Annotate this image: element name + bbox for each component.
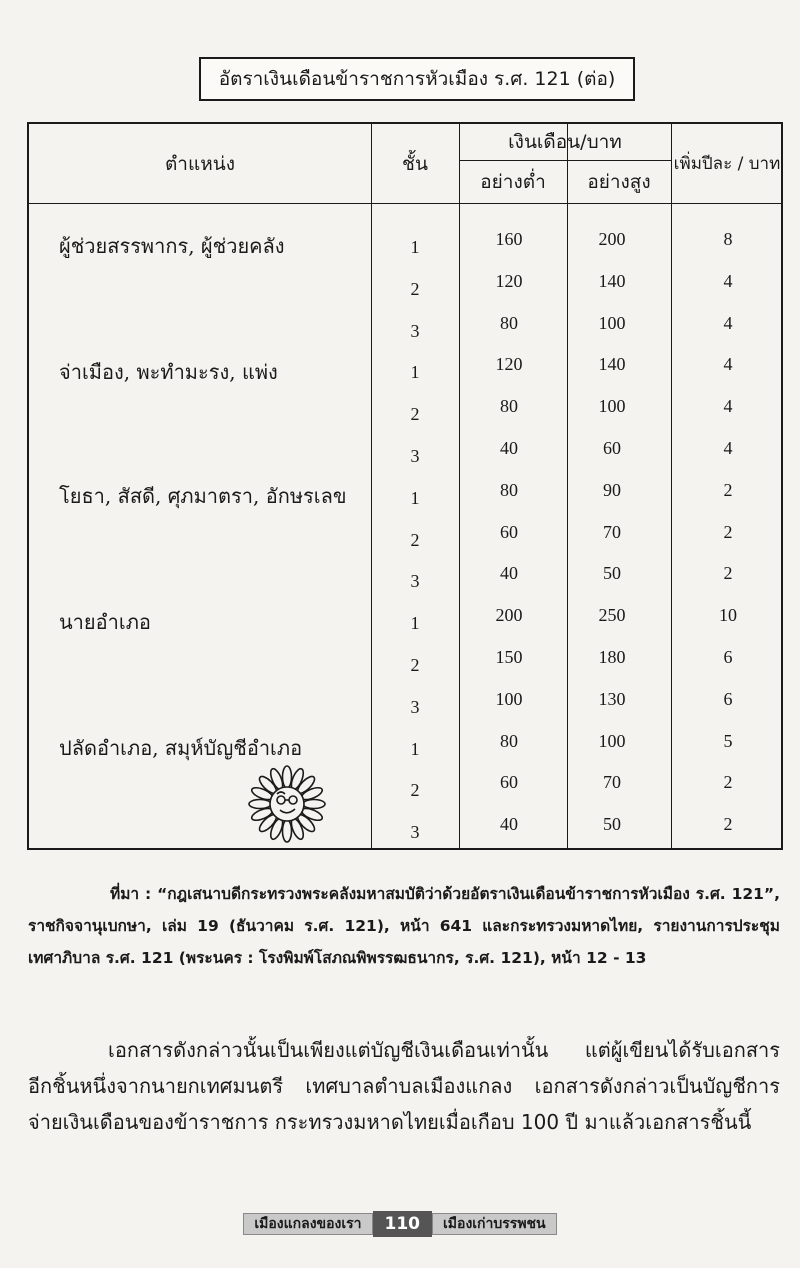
cell-inc: 2	[723, 772, 733, 793]
header-position: ตำแหน่ง	[164, 152, 236, 175]
cell-inc: 2	[723, 814, 733, 835]
cell-grade: 1	[410, 738, 420, 759]
cell-grade: 2	[410, 655, 420, 675]
header-min: อย่างต่ำ	[480, 170, 546, 193]
cell-max: 140	[598, 354, 626, 375]
cell-max: 100	[598, 730, 626, 751]
cell-max: 130	[598, 688, 626, 709]
sunflower-doodle	[245, 762, 329, 846]
cell-min: 80	[500, 312, 518, 333]
cell-min: 120	[495, 354, 523, 375]
cell-inc: 4	[723, 438, 733, 458]
cell-min: 150	[495, 647, 523, 667]
cell-min: 40	[500, 563, 518, 584]
table-title: อัตราเงินเดือนข้าราชการหัวเมือง ร.ศ. 121 (ต่อ)	[199, 57, 635, 101]
cell-inc: 4	[723, 396, 733, 417]
position-label: นายอำเภอ	[59, 610, 151, 634]
position-label: จ่าเมือง, พะทำมะรง, แพ่ง	[59, 360, 278, 384]
cell-grade: 3	[410, 571, 420, 592]
source-citation: ที่มา : “กฎเสนาบดีกระทรวงพระคลังมหาสมบัติว่าด้วยอัตราเงินเดือนข้าราชการหัวเมือง ร.ศ. 121”, ราชกิจจานุเบกษา, เล่ม 19 (ธันวาคม ร.ศ. 121), หน้า 641 และกระทรวงมหาดไทย, รายงานการประชุมเทศาภิบาล ร.ศ. 121 (พระนคร : โรงพิมพ์โสภณพิพรรฒธนากร, ร.ศ. 121), หน้า 12 - 13	[28, 885, 780, 967]
header-increase: เพิ่มปีละ / บาท	[673, 154, 781, 174]
cell-inc: 10	[719, 605, 737, 626]
cell-grade: 1	[410, 362, 420, 383]
cell-max: 50	[603, 563, 621, 584]
cell-grade: 1	[410, 613, 420, 634]
cell-max: 100	[598, 312, 626, 333]
cell-grade: 3	[410, 696, 420, 717]
body-paragraph: เอกสารดังกล่าวนั้นเป็นเพียงแต่บัญชีเงินเดือนเท่านั้น แต่ผู้เขียนได้รับเอกสาร อีกชิ้นหนึ่งจากนายกเทศมนตรี เทศบาลตำบลเมืองแกลง เอกสารดังกล่าวเป็นบัญชีการจ่ายเงินเดือนของข้าราชการ กระทรวงมหาดไทยเมื่อเกือบ 100 ปี มาแล้วเอกสารชิ้นนี้	[28, 1038, 780, 1134]
cell-min: 60	[500, 772, 518, 793]
cell-inc: 2	[723, 563, 733, 584]
cell-grade: 2	[410, 404, 420, 425]
cell-grade: 1	[410, 237, 420, 257]
cell-min: 80	[500, 396, 518, 417]
cell-min: 40	[500, 438, 518, 458]
page-footer	[0, 1210, 800, 1238]
header-grade: ชั้น	[402, 152, 428, 175]
cell-max: 90	[603, 479, 621, 500]
cell-grade: 2	[410, 278, 420, 299]
page-number: 110	[373, 1211, 433, 1237]
cell-grade: 3	[410, 446, 420, 466]
cell-grade: 2	[410, 529, 420, 550]
cell-inc: 6	[723, 647, 733, 667]
footer-section-title: เมืองเก่าบรรพชน	[432, 1213, 557, 1235]
cell-max: 60	[603, 438, 621, 458]
cell-grade: 1	[410, 487, 420, 508]
cell-max: 50	[603, 814, 621, 835]
cell-max: 140	[598, 270, 626, 291]
salary-table	[27, 122, 783, 850]
cell-inc: 2	[723, 479, 733, 500]
cell-min: 60	[500, 521, 518, 542]
cell-inc: 8	[723, 229, 733, 249]
cell-min: 40	[500, 814, 518, 835]
cell-min: 80	[500, 479, 518, 500]
cell-min: 80	[500, 730, 518, 751]
cell-max: 180	[598, 647, 626, 667]
cell-inc: 6	[723, 688, 733, 709]
position-label: โยธา, สัสดี, ศุภมาตรา, อักษรเลข	[59, 484, 347, 508]
cell-min: 100	[495, 688, 523, 709]
cell-min: 200	[495, 605, 523, 626]
cell-inc: 5	[723, 730, 733, 751]
cell-grade: 3	[410, 320, 420, 341]
cell-max: 70	[603, 521, 621, 542]
cell-max: 70	[603, 772, 621, 793]
position-label: ผู้ช่วยสรรพากร, ผู้ช่วยคลัง	[59, 234, 285, 258]
position-label: ปลัดอำเภอ, สมุห์บัญชีอำเภอ	[59, 736, 303, 760]
footer-book-title: เมืองแกลงของเรา	[243, 1213, 372, 1235]
cell-grade: 2	[410, 780, 420, 801]
cell-grade: 3	[410, 822, 420, 843]
cell-max: 100	[598, 396, 626, 417]
cell-inc: 2	[723, 521, 733, 542]
cell-max: 200	[598, 229, 626, 249]
cell-max: 250	[598, 605, 626, 626]
cell-inc: 4	[723, 354, 733, 375]
cell-inc: 4	[723, 312, 733, 333]
header-salary: เงินเดือน/บาท	[508, 131, 622, 153]
cell-min: 120	[495, 270, 523, 291]
cell-min: 160	[495, 229, 523, 249]
header-max: อย่างสูง	[587, 170, 651, 193]
cell-inc: 4	[723, 270, 733, 291]
